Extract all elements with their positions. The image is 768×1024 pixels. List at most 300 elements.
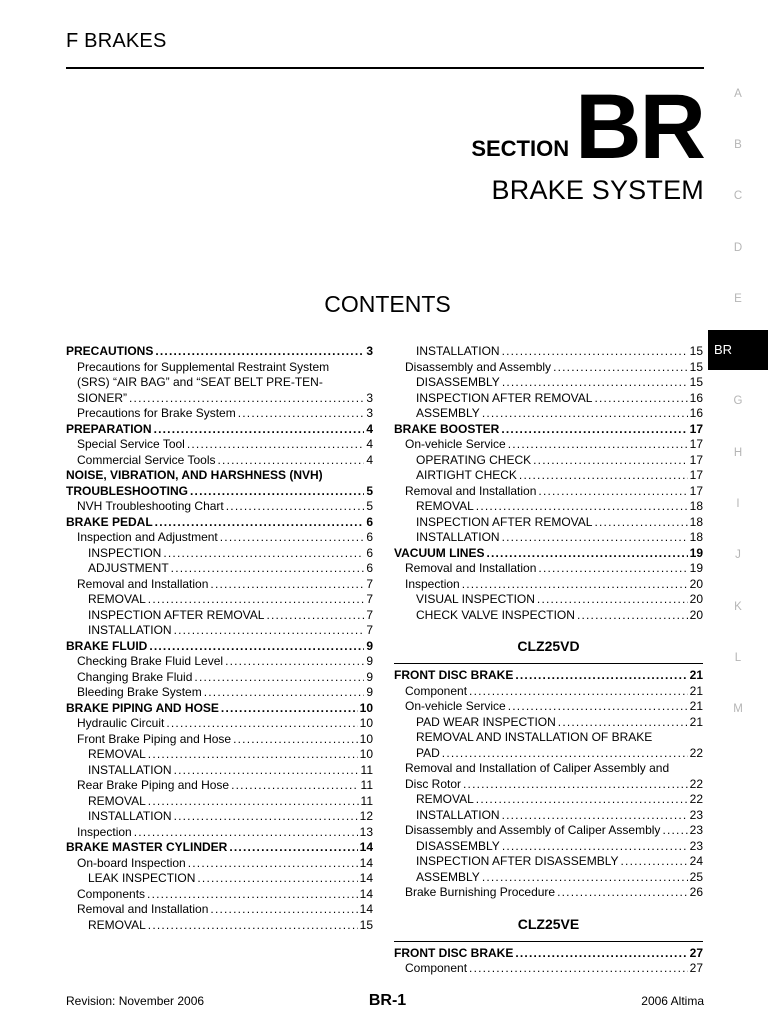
side-tab-b[interactable]: B [734, 139, 742, 151]
toc-leader-dots [533, 453, 688, 469]
toc-entry-title: NVH Troubleshooting Chart [77, 499, 224, 513]
toc-entry[interactable] [66, 763, 373, 779]
toc-leader-dots [163, 546, 364, 562]
toc-entry-page: 14 [359, 902, 373, 916]
section-title: BRAKE SYSTEM [491, 175, 704, 205]
toc-leader-dots [174, 809, 358, 825]
toc-entry-title: REMOVAL [88, 592, 146, 606]
toc-leader-dots [233, 732, 358, 748]
toc-entry-page: 15 [689, 359, 703, 374]
toc-entry-page: 18 [689, 530, 703, 544]
toc-entry-page: 17 [689, 452, 703, 467]
toc-entry-title: PREPARATION [66, 421, 152, 436]
toc-entry[interactable] [394, 668, 703, 684]
toc-leader-dots [187, 437, 364, 453]
toc-entry-title: Removal and Installation [405, 483, 537, 498]
toc-leader-dots [221, 701, 358, 717]
toc-entry-title: BRAKE FLUID [66, 638, 148, 653]
subhead-clz25vd: CLZ25VD [517, 638, 580, 654]
toc-entry[interactable] [66, 608, 373, 624]
toc-entry-title: Components [77, 886, 146, 901]
toc-leader-dots [502, 839, 688, 855]
toc-entry-title: On-vehicle Service [405, 699, 506, 713]
toc-leader-dots [594, 391, 687, 407]
toc-entry-page: 11 [360, 778, 373, 792]
toc-entry-page: 9 [366, 638, 373, 653]
toc-leader-dots [662, 823, 687, 839]
toc-entry[interactable] [66, 453, 373, 469]
toc-entry[interactable] [394, 946, 703, 962]
toc-entry-page: 10 [359, 747, 373, 761]
toc-entry-title: BRAKE PIPING AND HOSE [66, 700, 219, 715]
toc-entry-page: 21 [689, 668, 703, 682]
toc-leader-dots [476, 499, 688, 515]
toc-entry-title: PAD [416, 745, 440, 760]
group-gap [394, 623, 703, 635]
toc-leader-dots [476, 792, 688, 808]
side-tab-d[interactable]: D [733, 242, 743, 254]
toc-entry[interactable] [394, 375, 703, 391]
toc-leader-dots [558, 715, 688, 731]
toc-entry-title: REMOVAL AND INSTALLATION OF BRAKE [416, 730, 653, 744]
toc-entry-title: ADJUSTMENT [88, 561, 169, 575]
toc-entry-page: 7 [366, 592, 373, 606]
toc-entry[interactable] [66, 685, 373, 701]
toc-entry-page: 24 [689, 854, 703, 868]
toc-entry[interactable] [66, 716, 373, 732]
toc-entry-page: 14 [359, 855, 373, 870]
toc-entry[interactable] [394, 684, 703, 700]
toc-entry-page: 14 [359, 840, 373, 854]
toc-entry-page: 4 [366, 437, 373, 451]
toc-entry-page: 23 [689, 807, 703, 822]
toc-leader-dots [147, 887, 358, 903]
subhead-rule [394, 663, 703, 664]
toc-entry[interactable] [66, 546, 373, 562]
toc-entry[interactable] [66, 902, 373, 918]
toc-entry[interactable] [66, 344, 373, 360]
side-tab-g[interactable]: G [733, 395, 743, 407]
toc-entry[interactable] [66, 825, 373, 841]
side-tab-e[interactable]: E [734, 293, 742, 305]
toc-entry-page: 18 [689, 499, 703, 513]
toc-entry-page: 15 [689, 375, 703, 389]
toc-entry[interactable] [394, 885, 703, 901]
footer-revision: Revision: November 2006 [66, 994, 205, 1008]
toc-entry-title: Inspection [77, 824, 132, 839]
toc-entry-title: Special Service Tool [77, 437, 185, 451]
toc-leader-dots [171, 561, 365, 577]
toc-entry[interactable] [66, 639, 373, 655]
toc-leader-dots [166, 716, 357, 732]
toc-entry-title: Component [405, 961, 468, 975]
section-code: BR [575, 76, 704, 178]
toc-entry-title: BRAKE MASTER CYLINDER [66, 840, 228, 854]
toc-entry[interactable] [394, 499, 703, 515]
toc-entry[interactable] [66, 918, 373, 934]
toc-leader-dots [148, 794, 359, 810]
toc-leader-dots [508, 699, 688, 715]
toc-entry[interactable] [394, 746, 703, 762]
toc-entry-page: 14 [359, 871, 373, 885]
toc-entry-page: 9 [366, 669, 373, 684]
toc-leader-dots [210, 577, 364, 593]
contents-title: CONTENTS [324, 291, 451, 317]
toc-entry-title: INSTALLATION [88, 762, 172, 777]
toc-entry-page: 3 [366, 406, 373, 420]
toc-leader-dots [502, 375, 688, 391]
toc-entry-page: 10 [359, 731, 373, 746]
toc-entry[interactable] [66, 437, 373, 453]
toc-leader-dots [482, 870, 688, 886]
toc-entry-title: INSPECTION [88, 545, 162, 560]
toc-entry-page: 26 [689, 885, 703, 899]
group-gap [394, 901, 703, 913]
toc-entry-page: 20 [689, 607, 703, 622]
toc-entry-title: Removal and Installation [405, 561, 537, 575]
toc-leader-dots [463, 777, 688, 793]
toc-entry-page: 16 [689, 390, 703, 405]
toc-entry-page: 13 [359, 824, 373, 839]
toc-entry[interactable] [394, 808, 703, 824]
toc-entry-title: INSPECTION AFTER REMOVAL [416, 390, 593, 405]
toc-entry-title: Commercial Service Tools [77, 452, 216, 467]
toc-entry[interactable] [394, 453, 703, 469]
toc-leader-dots [442, 746, 688, 762]
toc-leader-dots [210, 902, 357, 918]
toc-leader-dots [577, 608, 688, 624]
toc-entry[interactable] [394, 777, 703, 793]
toc-entry[interactable] [66, 592, 373, 608]
toc-entry[interactable] [394, 546, 703, 562]
toc-entry-title: Front Brake Piping and Hose [77, 731, 232, 746]
toc-entry-title: NOISE, VIBRATION, AND HARSHNESS (NVH) [66, 468, 323, 482]
toc-entry-title: REMOVAL [88, 747, 146, 761]
toc-entry[interactable] [394, 592, 703, 608]
toc-entry-page: 19 [689, 561, 703, 575]
toc-leader-dots [501, 422, 687, 438]
toc-entry[interactable] [394, 406, 703, 422]
toc-entry[interactable] [66, 577, 373, 593]
toc-leader-dots [226, 499, 365, 515]
toc-entry[interactable] [394, 391, 703, 407]
toc-entry-page: 27 [689, 961, 703, 975]
toc-entry-title: Checking Brake Fluid Level [77, 654, 224, 668]
toc-entry-title: Changing Brake Fluid [77, 669, 193, 684]
toc-entry[interactable] [394, 792, 703, 808]
toc-entry[interactable] [66, 422, 373, 438]
toc-entry[interactable] [394, 699, 703, 715]
toc-entry-page: 15 [689, 344, 703, 358]
toc-leader-dots [486, 546, 687, 562]
toc-entry-title: INSTALLATION [88, 623, 172, 637]
toc-leader-dots [229, 840, 357, 856]
toc-entry-title: DISASSEMBLY [416, 838, 500, 853]
toc-entry[interactable] [394, 854, 703, 870]
toc-leader-dots [469, 684, 688, 700]
toc-entry-title: INSPECTION AFTER REMOVAL [416, 514, 593, 529]
toc-entry-page: 20 [689, 576, 703, 591]
toc-entry-page: 6 [366, 545, 373, 560]
toc-entry[interactable] [394, 961, 703, 977]
toc-leader-dots [557, 885, 688, 901]
toc-entry[interactable] [66, 871, 373, 887]
toc-leader-dots [129, 391, 364, 407]
toc-entry-page: 19 [689, 545, 703, 560]
toc-entry-title: PAD WEAR INSPECTION [416, 714, 556, 729]
toc-entry-title: INSTALLATION [416, 807, 500, 822]
toc-entry[interactable] [66, 468, 373, 484]
toc-entry-title: INSTALLATION [88, 809, 172, 823]
toc-entry-title: FRONT DISC BRAKE [394, 945, 514, 960]
toc-entry-title: VACUUM LINES [394, 545, 485, 560]
toc-entry[interactable] [394, 823, 703, 839]
header-rule [66, 67, 704, 69]
toc-entry[interactable] [394, 515, 703, 531]
toc-entry-title: INSTALLATION [416, 530, 500, 544]
toc-entry-page: 27 [689, 945, 703, 960]
toc-entry-title: REMOVAL [416, 792, 474, 806]
section-word: SECTION [471, 136, 570, 161]
toc-entry-page: 5 [366, 483, 373, 498]
toc-entry[interactable] [66, 360, 373, 376]
toc-entry[interactable] [66, 375, 373, 391]
side-tab-a[interactable]: A [734, 88, 742, 100]
toc-entry[interactable] [66, 747, 373, 763]
toc-right-group-clz25vd [394, 668, 703, 901]
toc-entry-page: 23 [689, 838, 703, 853]
toc-entry-page: 12 [359, 809, 373, 823]
toc-entry-title: VISUAL INSPECTION [416, 592, 535, 606]
toc-entry-title: PRECAUTIONS [66, 344, 154, 358]
toc-leader-dots [154, 422, 365, 438]
toc-entry[interactable] [394, 608, 703, 624]
toc-leader-dots [148, 918, 358, 934]
toc-leader-dots [538, 561, 687, 577]
toc-entry-page: 21 [689, 699, 703, 713]
toc-entry[interactable] [394, 577, 703, 593]
toc-entry[interactable] [394, 870, 703, 886]
side-tab-h[interactable]: H [733, 447, 743, 459]
toc-entry[interactable] [66, 391, 373, 407]
toc-entry[interactable] [394, 761, 703, 777]
toc-entry[interactable] [66, 670, 373, 686]
toc-entry[interactable] [66, 484, 373, 500]
toc-entry-title: CHECK VALVE INSPECTION [416, 607, 575, 622]
toc-entry-title: TROUBLESHOOTING [66, 483, 188, 498]
side-tab-j[interactable]: J [735, 549, 741, 561]
toc-entry-page: 6 [366, 561, 373, 575]
side-tab-l[interactable]: L [734, 652, 742, 664]
toc-leader-dots [148, 592, 365, 608]
toc-entry-page: 9 [366, 685, 373, 699]
toc-entry-title: REMOVAL [416, 499, 474, 513]
toc-leader-dots [155, 515, 365, 531]
side-tab-br[interactable]: BR [708, 330, 768, 370]
toc-entry[interactable] [66, 856, 373, 872]
side-tab-c[interactable]: C [733, 190, 743, 202]
toc-entry[interactable] [394, 730, 703, 746]
toc-leader-dots [594, 515, 687, 531]
toc-entry-page: 15 [359, 917, 373, 932]
toc-entry-page: 6 [366, 530, 373, 544]
toc-entry-page: 7 [366, 623, 373, 637]
toc-entry-page: 20 [689, 592, 703, 606]
toc-entry-title: SIONER” [77, 390, 128, 405]
toc-entry-title: On-vehicle Service [405, 437, 506, 451]
toc-entry[interactable] [66, 499, 373, 515]
toc-entry-page: 25 [689, 869, 703, 884]
toc-entry[interactable] [66, 530, 373, 546]
toc-leader-dots [621, 854, 688, 870]
toc-entry[interactable] [66, 623, 373, 639]
toc-entry[interactable] [66, 840, 373, 856]
toc-entry[interactable] [394, 839, 703, 855]
toc-entry-title: DISASSEMBLY [416, 375, 500, 389]
toc-leader-dots [220, 530, 365, 546]
toc-entry-title: AIRTIGHT CHECK [416, 468, 517, 482]
toc-entry-title: Disassembly and Assembly of Caliper Assembly [405, 823, 661, 837]
toc-entry-title: Removal and Installation of Caliper Assembly and [405, 761, 670, 775]
toc-right-group-clz25ve [394, 946, 703, 977]
toc-right-column [394, 344, 703, 977]
toc-entry-title: REMOVAL [88, 793, 146, 808]
toc-leader-dots [537, 592, 688, 608]
toc-entry-title: INSTALLATION [416, 344, 500, 358]
toc-entry-title: BRAKE PEDAL [66, 514, 153, 529]
toc-leader-dots [469, 961, 688, 977]
toc-entry[interactable] [66, 654, 373, 670]
toc-leader-dots [149, 639, 364, 655]
toc-leader-dots [502, 530, 688, 546]
toc-entry-page: 4 [366, 421, 373, 436]
toc-entry-title: INSPECTION AFTER REMOVAL [88, 607, 265, 622]
toc-entry[interactable] [66, 887, 373, 903]
toc-entry[interactable] [394, 360, 703, 376]
toc-entry-page: 21 [689, 683, 703, 698]
toc-leader-dots [482, 406, 688, 422]
toc-entry[interactable] [66, 561, 373, 577]
toc-entry[interactable] [394, 484, 703, 500]
toc-entry-page: 23 [689, 823, 703, 837]
toc-entry-page: 17 [689, 483, 703, 498]
toc-entry-title: INSPECTION AFTER DISASSEMBLY [416, 854, 619, 868]
toc-entry-title: ASSEMBLY [416, 869, 480, 884]
toc-entry-page: 17 [689, 437, 703, 451]
toc-entry-page: 21 [689, 714, 703, 729]
toc-entry-title: Brake Burnishing Procedure [405, 885, 556, 899]
toc-leader-dots [174, 763, 359, 779]
toc-entry-title: BRAKE BOOSTER [394, 421, 500, 436]
toc-entry-page: 22 [689, 792, 703, 806]
toc-left-column [66, 344, 373, 933]
toc-entry-title: On-board Inspection [77, 855, 186, 870]
toc-entry[interactable] [394, 344, 703, 360]
toc-entry-title: FRONT DISC BRAKE [394, 668, 514, 682]
toc-leader-dots [134, 825, 358, 841]
toc-entry-title: Hydraulic Circuit [77, 716, 165, 730]
toc-entry-title: Disc Rotor [405, 776, 462, 791]
toc-leader-dots [231, 778, 358, 794]
toc-entry-title: Removal and Installation [77, 576, 209, 591]
toc-entry-title: Disassembly and Assembly [405, 359, 552, 374]
toc-leader-dots [508, 437, 688, 453]
chapter-header: F BRAKES [66, 30, 167, 52]
toc-entry-page: 22 [689, 745, 703, 760]
toc-entry-page: 16 [689, 406, 703, 420]
toc-entry[interactable] [394, 561, 703, 577]
toc-entry-page: 9 [366, 654, 373, 668]
toc-entry-page: 5 [366, 499, 373, 513]
toc-entry[interactable] [66, 794, 373, 810]
toc-right-group-general [394, 344, 703, 623]
toc-entry-title: REMOVAL [88, 917, 146, 932]
toc-entry-page: 6 [366, 514, 373, 529]
toc-entry-page: 7 [366, 576, 373, 591]
toc-leader-dots [538, 484, 687, 500]
toc-entry-page: 3 [366, 390, 373, 405]
toc-leader-dots [194, 670, 364, 686]
toc-entry-page: 10 [359, 716, 373, 730]
toc-entry-page: 17 [689, 421, 703, 436]
toc-entry-title: Removal and Installation [77, 902, 209, 916]
toc-leader-dots [155, 344, 364, 360]
side-tab-m[interactable]: M [733, 703, 743, 715]
toc-leader-dots [519, 468, 688, 484]
toc-entry[interactable] [66, 778, 373, 794]
toc-entry[interactable] [394, 422, 703, 438]
toc-leader-dots [204, 685, 365, 701]
toc-leader-dots [502, 344, 688, 360]
toc-entry[interactable] [66, 732, 373, 748]
toc-entry-page: 18 [689, 514, 703, 529]
toc-entry[interactable] [66, 701, 373, 717]
toc-entry-page: 4 [366, 452, 373, 467]
toc-leader-dots [515, 946, 687, 962]
toc-entry-page: 14 [359, 886, 373, 901]
toc-leader-dots [515, 668, 687, 684]
footer-model: 2006 Altima [641, 994, 704, 1008]
toc-entry[interactable] [394, 530, 703, 546]
toc-entry-title: Precautions for Supplemental Restraint System [77, 359, 330, 374]
toc-entry-page: 22 [689, 776, 703, 791]
side-tab-k[interactable]: K [734, 601, 742, 613]
section-heading [471, 76, 704, 178]
toc-leader-dots [462, 577, 688, 593]
toc-entry-page: 3 [366, 344, 373, 358]
toc-entry[interactable] [66, 515, 373, 531]
toc-entry[interactable] [394, 468, 703, 484]
toc-entry-page: 11 [360, 793, 373, 808]
toc-leader-dots [553, 360, 688, 376]
toc-entry-title: Bleeding Brake System [77, 685, 202, 699]
toc-entry[interactable] [394, 715, 703, 731]
toc-entry-title: Inspection [405, 576, 460, 591]
toc-entry[interactable] [66, 406, 373, 422]
toc-entry[interactable] [66, 809, 373, 825]
toc-entry-title: OPERATING CHECK [416, 452, 532, 467]
toc-leader-dots [188, 856, 358, 872]
toc-leader-dots [266, 608, 364, 624]
toc-leader-dots [238, 406, 365, 422]
toc-entry[interactable] [394, 437, 703, 453]
toc-leader-dots [197, 871, 357, 887]
side-tab-i[interactable]: I [736, 498, 740, 510]
toc-entry-page: 10 [359, 700, 373, 715]
subhead-clz25ve: CLZ25VE [517, 915, 580, 932]
toc-entry-page: 17 [689, 468, 703, 482]
toc-entry-title: (SRS) “AIR BAG” and “SEAT BELT PRE-TEN- [77, 375, 323, 389]
